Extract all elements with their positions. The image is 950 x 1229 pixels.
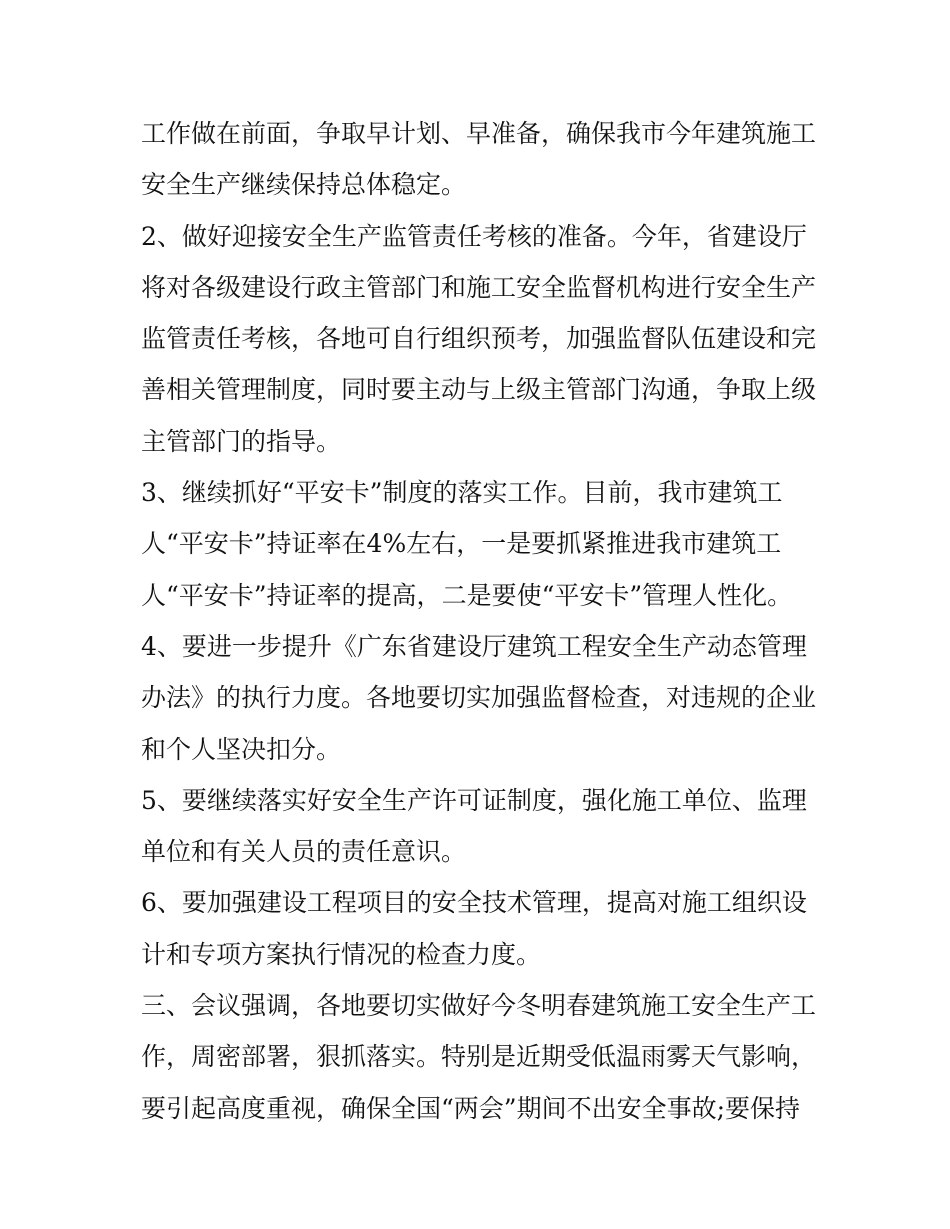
text-line: 人“平安卡”持证率在4%左右，一是要抓紧推进我市建筑工 — [141, 529, 782, 559]
text-line: 监管责任考核，各地可自行组织预考，加强监督队伍建设和完 — [141, 324, 817, 354]
text-line: 计和专项方案执行情况的检查力度。 — [141, 939, 542, 969]
text-line: 将对各级建设行政主管部门和施工安全监督机构进行安全生产 — [141, 272, 817, 302]
text-line: 办法》的执行力度。各地要切实加强监督检查，对违规的企业 — [141, 683, 817, 713]
text-line: 安全生产继续保持总体稳定。 — [141, 170, 467, 200]
text-line: 人“平安卡”持证率的提高，二是要使“平安卡”管理人性化。 — [141, 580, 793, 610]
document-body — [141, 108, 831, 1134]
text-line: 善相关管理制度，同时要主动与上级主管部门沟通，争取上级 — [141, 375, 817, 405]
text-line: 作，周密部署，狠抓落实。特别是近期受低温雨雾天气影响， — [141, 1042, 817, 1072]
text-line: 5、要继续落实好安全生产许可证制度，强化施工单位、监理 — [141, 785, 807, 815]
text-line: 单位和有关人员的责任意识。 — [141, 837, 467, 867]
text-line: 2、做好迎接安全生产监管责任考核的准备。今年，省建设厅 — [141, 221, 807, 251]
text-line: 主管部门的指导。 — [141, 426, 342, 456]
text-line: 6、要加强建设工程项目的安全技术管理，提高对施工组织设 — [141, 888, 807, 918]
text-line: 三、会议强调，各地要切实做好今冬明春建筑施工安全生产工 — [141, 991, 817, 1021]
text-line: 要引起高度重视，确保全国“两会”期间不出安全事故;要保持 — [141, 1093, 800, 1123]
text-line: 和个人坚决扣分。 — [141, 734, 342, 764]
text-line: 4、要进一步提升《广东省建设厅建筑工程安全生产动态管理 — [141, 631, 807, 661]
text-line: 3、继续抓好“平安卡”制度的落实工作。目前，我市建筑工 — [141, 478, 783, 508]
text-line: 工作做在前面，争取早计划、早准备，确保我市今年建筑施工 — [141, 119, 817, 148]
